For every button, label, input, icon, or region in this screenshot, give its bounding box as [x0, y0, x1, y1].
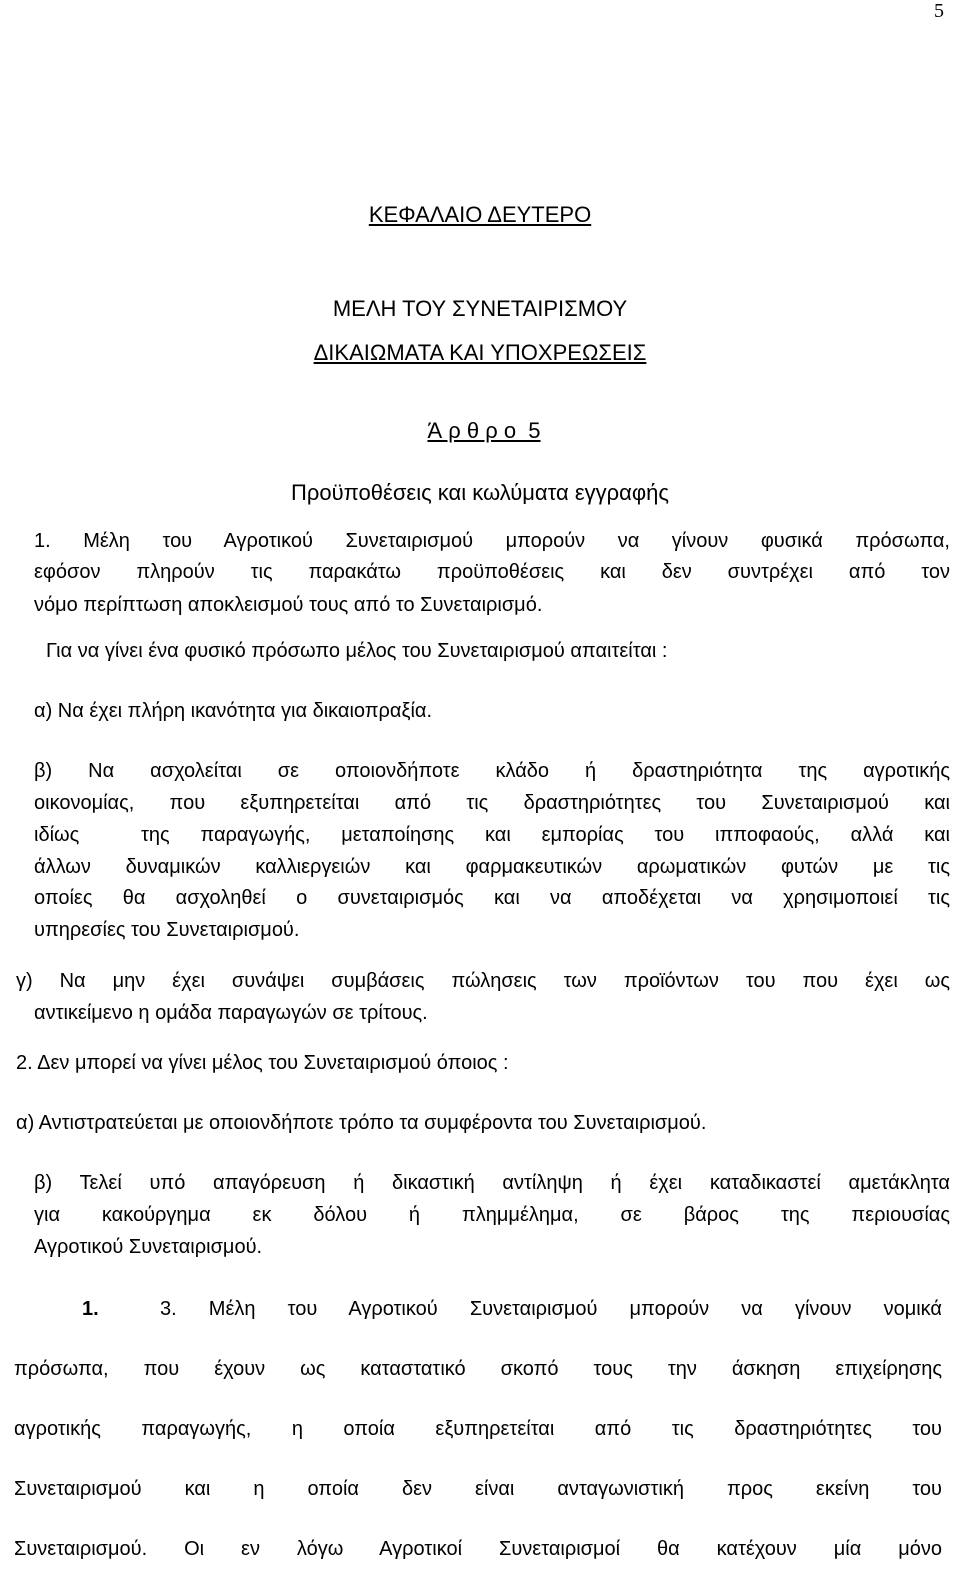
exclusion-b-line-1: β) Τελεί υπό απαγόρευση ή δικαστική αντίληψη ή έχει καταδικαστεί αμετάκλητα: [34, 1172, 950, 1194]
requirement-b-line-6: υπηρεσίες του Συνεταιρισμού.: [34, 919, 300, 941]
paragraph-2: 2. Δεν μπορεί να γίνει μέλος του Συνεταιρισμού όποιος :: [16, 1052, 509, 1074]
exclusion-a: α) Αντιστρατεύεται με οποιονδήποτε τρόπο τα συμφέροντα του Συνεταιρισμού.: [16, 1112, 707, 1134]
paragraph-1-line-3: νόμο περίπτωση αποκλεισμού τους από το Συνεταιρισμό.: [34, 594, 543, 616]
requirement-a: α) Να έχει πλήρη ικανότητα για δικαιοπραξία.: [34, 700, 433, 722]
article-title: Προϋποθέσεις και κωλύματα εγγραφής: [291, 480, 669, 505]
chapter-subtitle-1: ΜΕΛΗ ΤΟΥ ΣΥΝΕΤΑΙΡΙΣΜΟΥ: [332, 296, 628, 321]
paragraph-3-line-1: 3. Μέλη του Αγροτικού Συνεταιρισμού μπορούν να γίνουν νομικά: [160, 1298, 942, 1320]
paragraph-3-line-4: Συνεταιρισμού και η οποία δεν είναι ανταγωνιστική προς εκείνη του: [14, 1478, 942, 1500]
paragraph-1-line-1: 1. Μέλη του Αγροτικού Συνεταιρισμού μπορούν να γίνουν φυσικά πρόσωπα,: [34, 530, 950, 552]
paragraph-3-list-number: 1.: [82, 1298, 99, 1320]
paragraph-3-line-3: αγροτικής παραγωγής, η οποία εξυπηρετείται από τις δραστηριότητες του: [14, 1418, 942, 1440]
page-number: 5: [934, 0, 944, 22]
requirement-b-line-5: οποίες θα ασχοληθεί ο συνεταιρισμός και να αποδέχεται να χρησιμοποιεί τις: [34, 887, 950, 909]
requirement-b-line-4: άλλων δυναμικών καλλιεργειών και φαρμακευτικών αρωματικών φυτών με τις: [34, 856, 950, 878]
exclusion-b-line-3: Αγροτικού Συνεταιρισμού.: [34, 1236, 263, 1258]
chapter-title: ΚΕΦΑΛΑΙΟ ΔΕΥΤΕΡΟ: [368, 202, 592, 227]
requirement-b-line-1: β) Να ασχολείται σε οποιονδήποτε κλάδο ή δραστηριότητα της αγροτικής: [34, 760, 950, 782]
article-label: Ά ρ θ ρ ο 5: [427, 418, 541, 443]
requirement-b-line-2: οικονομίας, που εξυπηρετείται από τις δραστηριότητες του Συνεταιρισμού και: [34, 792, 950, 814]
paragraph-1-line-2: εφόσον πληρούν τις παρακάτω προϋποθέσεις και δεν συντρέχει από τον: [34, 561, 950, 583]
chapter-subtitle-2: ΔΙΚΑΙΩΜΑΤΑ ΚΑΙ ΥΠΟΧΡΕΩΣΕΙΣ: [313, 340, 647, 365]
requirement-c-line-2: αντικείμενο η ομάδα παραγωγών σε τρίτους.: [34, 1002, 428, 1024]
requirement-intro: Για να γίνει ένα φυσικό πρόσωπο μέλος του Συνεταιρισμού απαιτείται :: [46, 640, 668, 662]
paragraph-3-line-2: πρόσωπα, που έχουν ως καταστατικό σκοπό τους την άσκηση επιχείρησης: [14, 1358, 942, 1380]
exclusion-b-line-2: για κακούργημα εκ δόλου ή πλημμέλημα, σε βάρος της περιουσίας: [34, 1204, 950, 1226]
requirement-b-line-3: ιδίως της παραγωγής, μεταποίησης και εμπορίας του ιπποφαούς, αλλά και: [34, 824, 950, 846]
requirement-c-line-1: γ) Να μην έχει συνάψει συμβάσεις πώλησεις των προϊόντων του που έχει ως: [16, 970, 950, 992]
paragraph-3-line-5: Συνεταιρισμού. Οι εν λόγω Αγροτικοί Συνεταιρισμοί θα κατέχουν μία μόνο: [14, 1538, 942, 1560]
